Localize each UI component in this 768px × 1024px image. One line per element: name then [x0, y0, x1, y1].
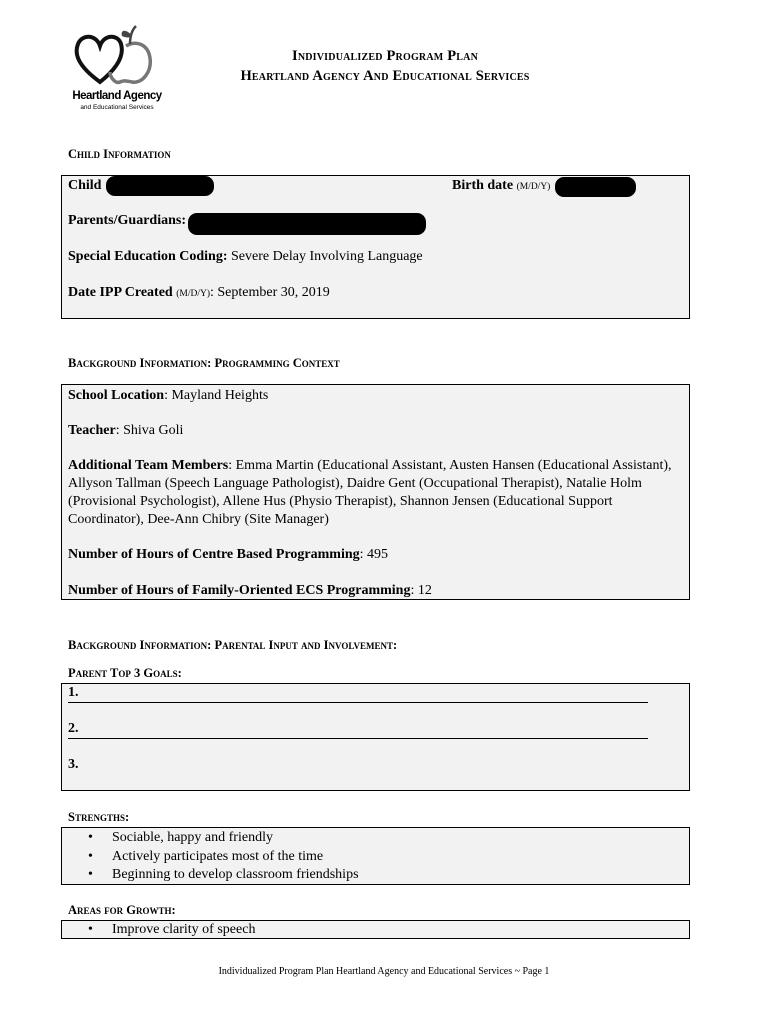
list-item: • Improve clarity of speech: [88, 922, 256, 937]
goal-answer-line: [68, 738, 648, 739]
list-item: • Beginning to develop classroom friendships: [88, 867, 359, 882]
list-item: • Sociable, happy and friendly: [88, 830, 273, 845]
child-field: Child: [68, 178, 102, 193]
parents-field: Parents/Guardians:: [68, 213, 186, 228]
growth-heading: Areas for Growth:: [68, 903, 176, 917]
family-hours-field: Number of Hours of Family-Oriented ECS Programming: 12: [68, 583, 432, 598]
coding-field: Special Education Coding: Severe Delay Involving Language: [68, 249, 423, 264]
parents-redaction: [188, 213, 426, 235]
strengths-heading: Strengths:: [68, 810, 130, 824]
logo-subtitle: and Educational Services: [80, 104, 154, 111]
child-info-heading: Child Information: [68, 147, 171, 161]
page-footer: Individualized Program Plan Heartland Agency and Educational Services ~ Page 1: [218, 966, 550, 977]
birth-date-field: Birth date (M/D/Y): [452, 178, 551, 193]
school-location-field: School Location: Mayland Heights: [68, 388, 269, 403]
parent-goals-heading: Parent Top 3 Goals:: [68, 666, 182, 680]
team-members-field: Additional Team Members: Emma Martin (Educational Assistant, Austen Hansen (Educational Assistant), Allyson Tallman (Speech Language Pathologist), Daidre Gent (Occupational Therapist), Natalie Holm (Provisional Psychologist), Allene Hus (Physio Therapist), Shannon Jensen (Educational Support Coordinator), Dee-Ann Chibry (Site Manager): [68, 458, 672, 527]
parent-goals-box: [61, 683, 690, 791]
goal-number: 2.: [68, 721, 79, 736]
date-created-field: Date IPP Created (M/D/Y): September 30, 2019: [68, 285, 330, 300]
growth-box: [61, 920, 690, 939]
document-subtitle: Heartland Agency And Educational Services: [240, 68, 530, 84]
document-title: Individualized Program Plan: [291, 48, 479, 64]
centre-hours-field: Number of Hours of Centre Based Programming: 495: [68, 547, 389, 562]
programming-box: [61, 384, 690, 600]
goal-number: 3.: [68, 757, 79, 772]
goal-number: 1.: [68, 685, 79, 700]
list-item: • Actively participates most of the time: [88, 849, 324, 864]
logo-name: Heartland Agency: [72, 90, 162, 102]
programming-heading: Background Information: Programming Context: [68, 356, 340, 370]
parental-heading: Background Information: Parental Input and Involvement:: [68, 638, 398, 652]
goal-answer-line: [68, 702, 648, 703]
child-name-redaction: [106, 176, 214, 196]
strengths-box: [61, 827, 690, 885]
teacher-field: Teacher: Shiva Goli: [68, 423, 184, 438]
birth-date-redaction: [555, 177, 636, 197]
child-info-box: [61, 175, 690, 319]
